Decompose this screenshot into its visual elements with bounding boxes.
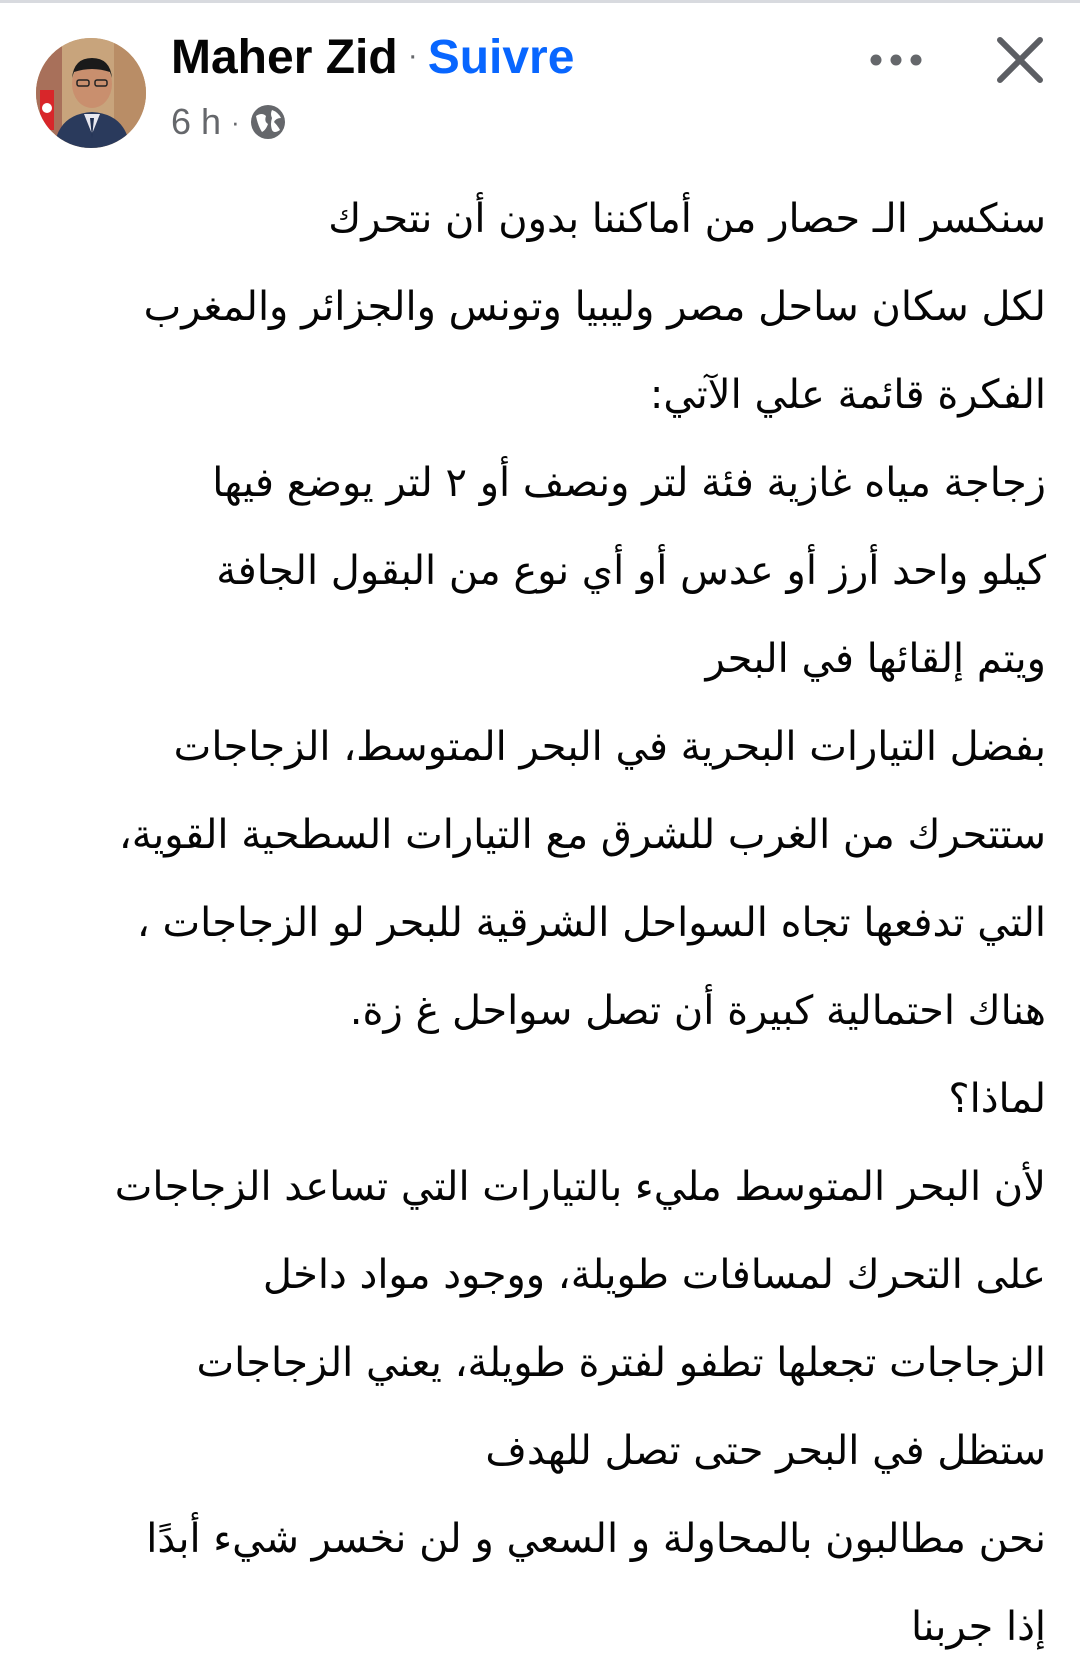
author-row xyxy=(171,30,574,90)
globe-icon[interactable] xyxy=(248,102,288,142)
post-line: نحن مطالبون بالمحاولة و السعي و لن نخسر شيء أبدًا xyxy=(146,1516,1046,1562)
post-line: كيلو واحد أرز أو عدس أو أي نوع من البقول الجافة xyxy=(216,548,1046,594)
post-text xyxy=(30,175,1046,1671)
post-meta xyxy=(171,100,288,144)
name-separator: · xyxy=(407,39,418,72)
post-line: على التحرك لمسافات طويلة، ووجود مواد داخل xyxy=(262,1252,1046,1298)
post-line: هناك احتمالية كبيرة أن تصل سواحل غ زة. xyxy=(349,988,1046,1034)
post-line: ويتم إلقائها في البحر xyxy=(705,636,1046,682)
post-line: التي تدفعها تجاه السواحل الشرقية للبحر لو الزجاجات ، xyxy=(136,900,1046,946)
close-icon[interactable] xyxy=(994,34,1046,86)
post-line: زجاجة مياه غازية فئة لتر ونصف أو ٢ لتر يوضع فيها xyxy=(212,460,1046,506)
post-line: لأن البحر المتوسط مليء بالتيارات التي تساعد الزجاجات xyxy=(114,1164,1046,1210)
post-header xyxy=(0,0,1080,160)
post-line: بفضل التيارات البحرية في البحر المتوسط، الزجاجات xyxy=(173,724,1046,770)
post-line: ستظل في البحر حتى تصل للهدف xyxy=(485,1428,1046,1474)
meta-separator: · xyxy=(231,106,240,137)
post-line: سنكسر الـ حصار من أماكننا بدون أن نتحرك xyxy=(328,196,1046,242)
avatar-photo xyxy=(36,38,146,148)
post-timestamp[interactable]: 6 h xyxy=(171,101,222,142)
author-name[interactable]: Maher Zid xyxy=(171,31,398,84)
post-line: الزجاجات تجعلها تطفو لفترة طويلة، يعني الزجاجات xyxy=(196,1340,1046,1386)
post-line: لكل سكان ساحل مصر وليبيا وتونس والجزائر والمغرب xyxy=(143,284,1046,330)
post-line: ستتحرك من الغرب للشرق مع التيارات السطحية القوية، xyxy=(118,812,1046,858)
post-line: الفكرة قائمة علي الآتي: xyxy=(649,372,1046,418)
post-line: إذا جربنا xyxy=(911,1604,1046,1650)
more-horizontal-icon[interactable] xyxy=(866,40,926,80)
post-line: لماذا؟ xyxy=(948,1076,1046,1122)
follow-button[interactable]: Suivre xyxy=(427,31,575,84)
avatar[interactable] xyxy=(36,38,146,148)
